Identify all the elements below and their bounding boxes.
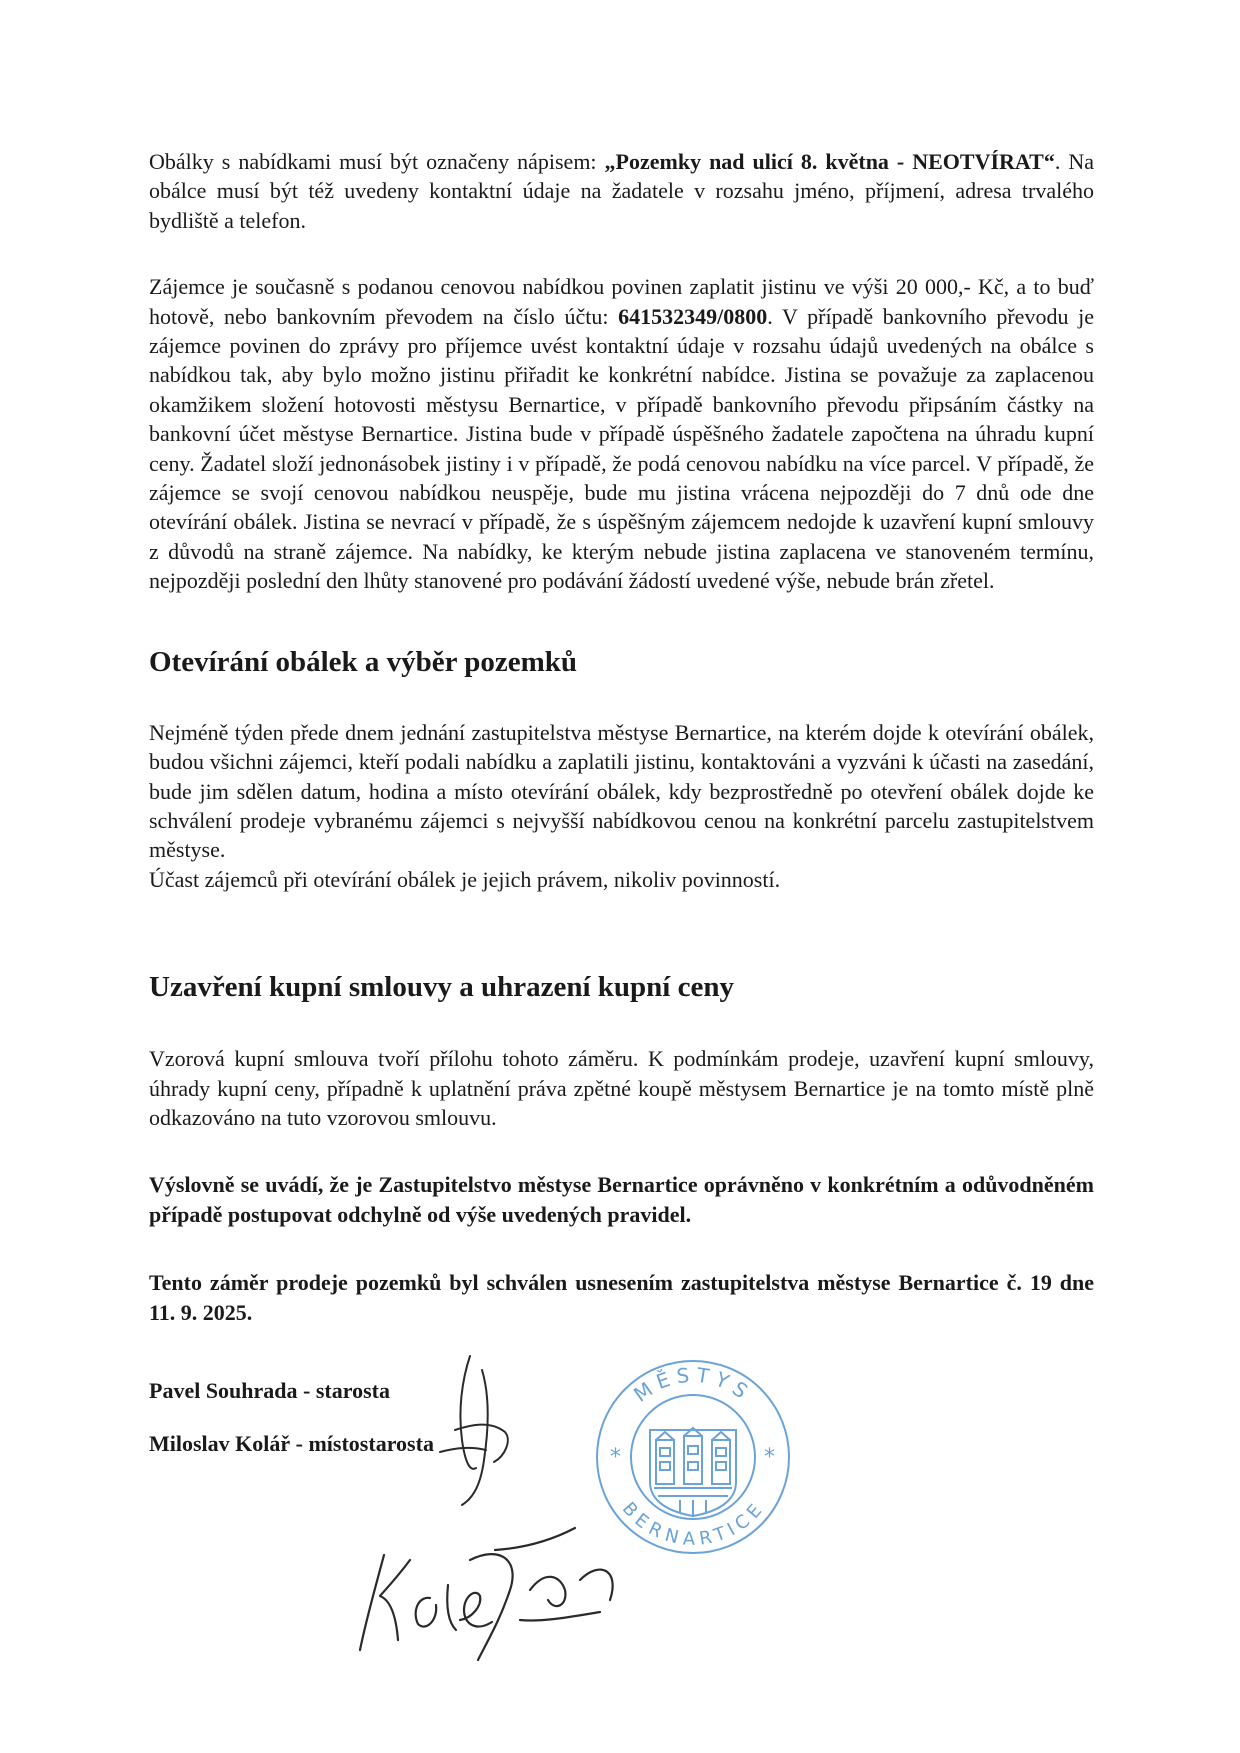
signer-mistostarosta: Miloslav Kolář - místostarosta (149, 1431, 434, 1457)
paragraph-vzorova-smlouva: Vzorová kupní smlouva tvoří přílohu tohoto záměru. K podmínkám prodeje, uzavření kupní smlouvy, úhrady kupní ceny, případně k uplatnění práva zpětné koupě městysem Bernartice je na tomto místě plně odkazováno na tuto vzorovou smlouvu. (149, 1046, 1094, 1130)
jistina-rest-text: . V případě bankovního převodu je zájemce povinen do zprávy pro příjemce uvést kontaktní údaje v rozsahu údajů uvedených na obálce s nabídkou tak, aby bylo možno jistinu přiřadit ke konkrétní nabídce. Jistina se považuje za zaplacenou okamžikem složení hotovosti městysu Bernartice, v případě bankovního převodu připsáním částky na bankovní účet městyse Bernartice. Jistina bude v případě úspěšného žadatele započtena na úhradu kupní ceny. Žadatel složí jednonásobek jistiny i v případě, že podá cenovou nabídku na více parcel. V případě, že zájemce se svojí cenovou nabídkou neuspěje, bude mu jistina vrácena nejpozději do 7 dnů ode dne otevírání obálek. Jistina se nevrací v případě, že s úspěšným zájemcem nedojde k uzavření kupní smlouvy z důvodů na straně zájemce. Na nabídky, ke kterým nebude jistina zaplacena ve stanoveném termínu, nejpozději poslední den lhůty stanovené pro podávání žádostí uvedené výše, nebude brán zřetel. (149, 303, 1094, 594)
paragraph-jistina (149, 272, 1094, 595)
document-body (149, 147, 1094, 1459)
paragraph-ucast: Účast zájemců při otevírání obálek je jejich právem, nikoliv povinností. (149, 866, 781, 892)
obalky-label-text: „Pozemky nad ulicí 8. května - NEOTVÍRAT“ (604, 149, 1055, 174)
paragraph-vyslovne: Výslovně se uvádí, že je Zastupitelstvo městyse Bernartice oprávněno v konkrétním a odůvodněném případě postupovat odchylně od výše uvedených pravidel. (149, 1172, 1094, 1227)
heading-uzavreni-smlouvy: Uzavření kupní smlouvy a uhrazení kupní ceny (149, 971, 734, 1004)
heading-otevirani-obalek: Otevírání obálek a výběr pozemků (149, 645, 578, 678)
stamp-star-right-icon: * (764, 1445, 775, 1470)
obalky-lead-text: Obálky s nabídkami musí být označeny nápisem: (149, 149, 605, 174)
paragraph-obalky (149, 147, 1094, 235)
stamp-top-text: MĚSTYS (629, 1362, 758, 1407)
stamp-bottom-text: BERNARTICE (617, 1498, 769, 1550)
paragraph-schvaleni: Tento záměr prodeje pozemků byl schválen usnesením zastupitelstva městyse Bernartice č. 19 dne 11. 9. 2025. (149, 1270, 1094, 1325)
obalky-rest-text: . Na obálce musí být též uvedeny kontaktní údaje na žadatele v rozsahu jméno, příjmení, adresa trvalého bydliště a telefon. (149, 149, 1095, 233)
jistina-lead-text: Zájemce je současně s podanou cenovou nabídkou povinen zaplatit jistinu ve výši 20 000,- Kč, a to buď hotově, nebo bankovním převodem na číslo účtu: (149, 274, 1094, 329)
stamp-star-left-icon: * (610, 1445, 621, 1470)
coat-of-arms-icon (650, 1428, 736, 1516)
signer-starosta: Pavel Souhrada - starosta (149, 1377, 390, 1403)
municipal-stamp (588, 1352, 798, 1562)
paragraph-otevirani: Nejméně týden přede dnem jednání zastupitelstva městyse Bernartice, na kterém dojde k otevírání obálek, budou všichni zájemci, kteří podali nabídku a zaplatili jistinu, kontaktováni a vyzváni k účasti na zasedání, bude jim sdělen datum, hodina a místo otevírání obálek, kdy bezprostředně po otevření obálek dojde ke schválení prodeje vybranému zájemci s nejvyšší nabídkovou cenou na konkrétní parcelu zastupitelstvem městyse. (149, 719, 1094, 863)
signature-mistostarosta (360, 1528, 613, 1660)
bank-account-number: 641532349/0800 (618, 303, 768, 329)
